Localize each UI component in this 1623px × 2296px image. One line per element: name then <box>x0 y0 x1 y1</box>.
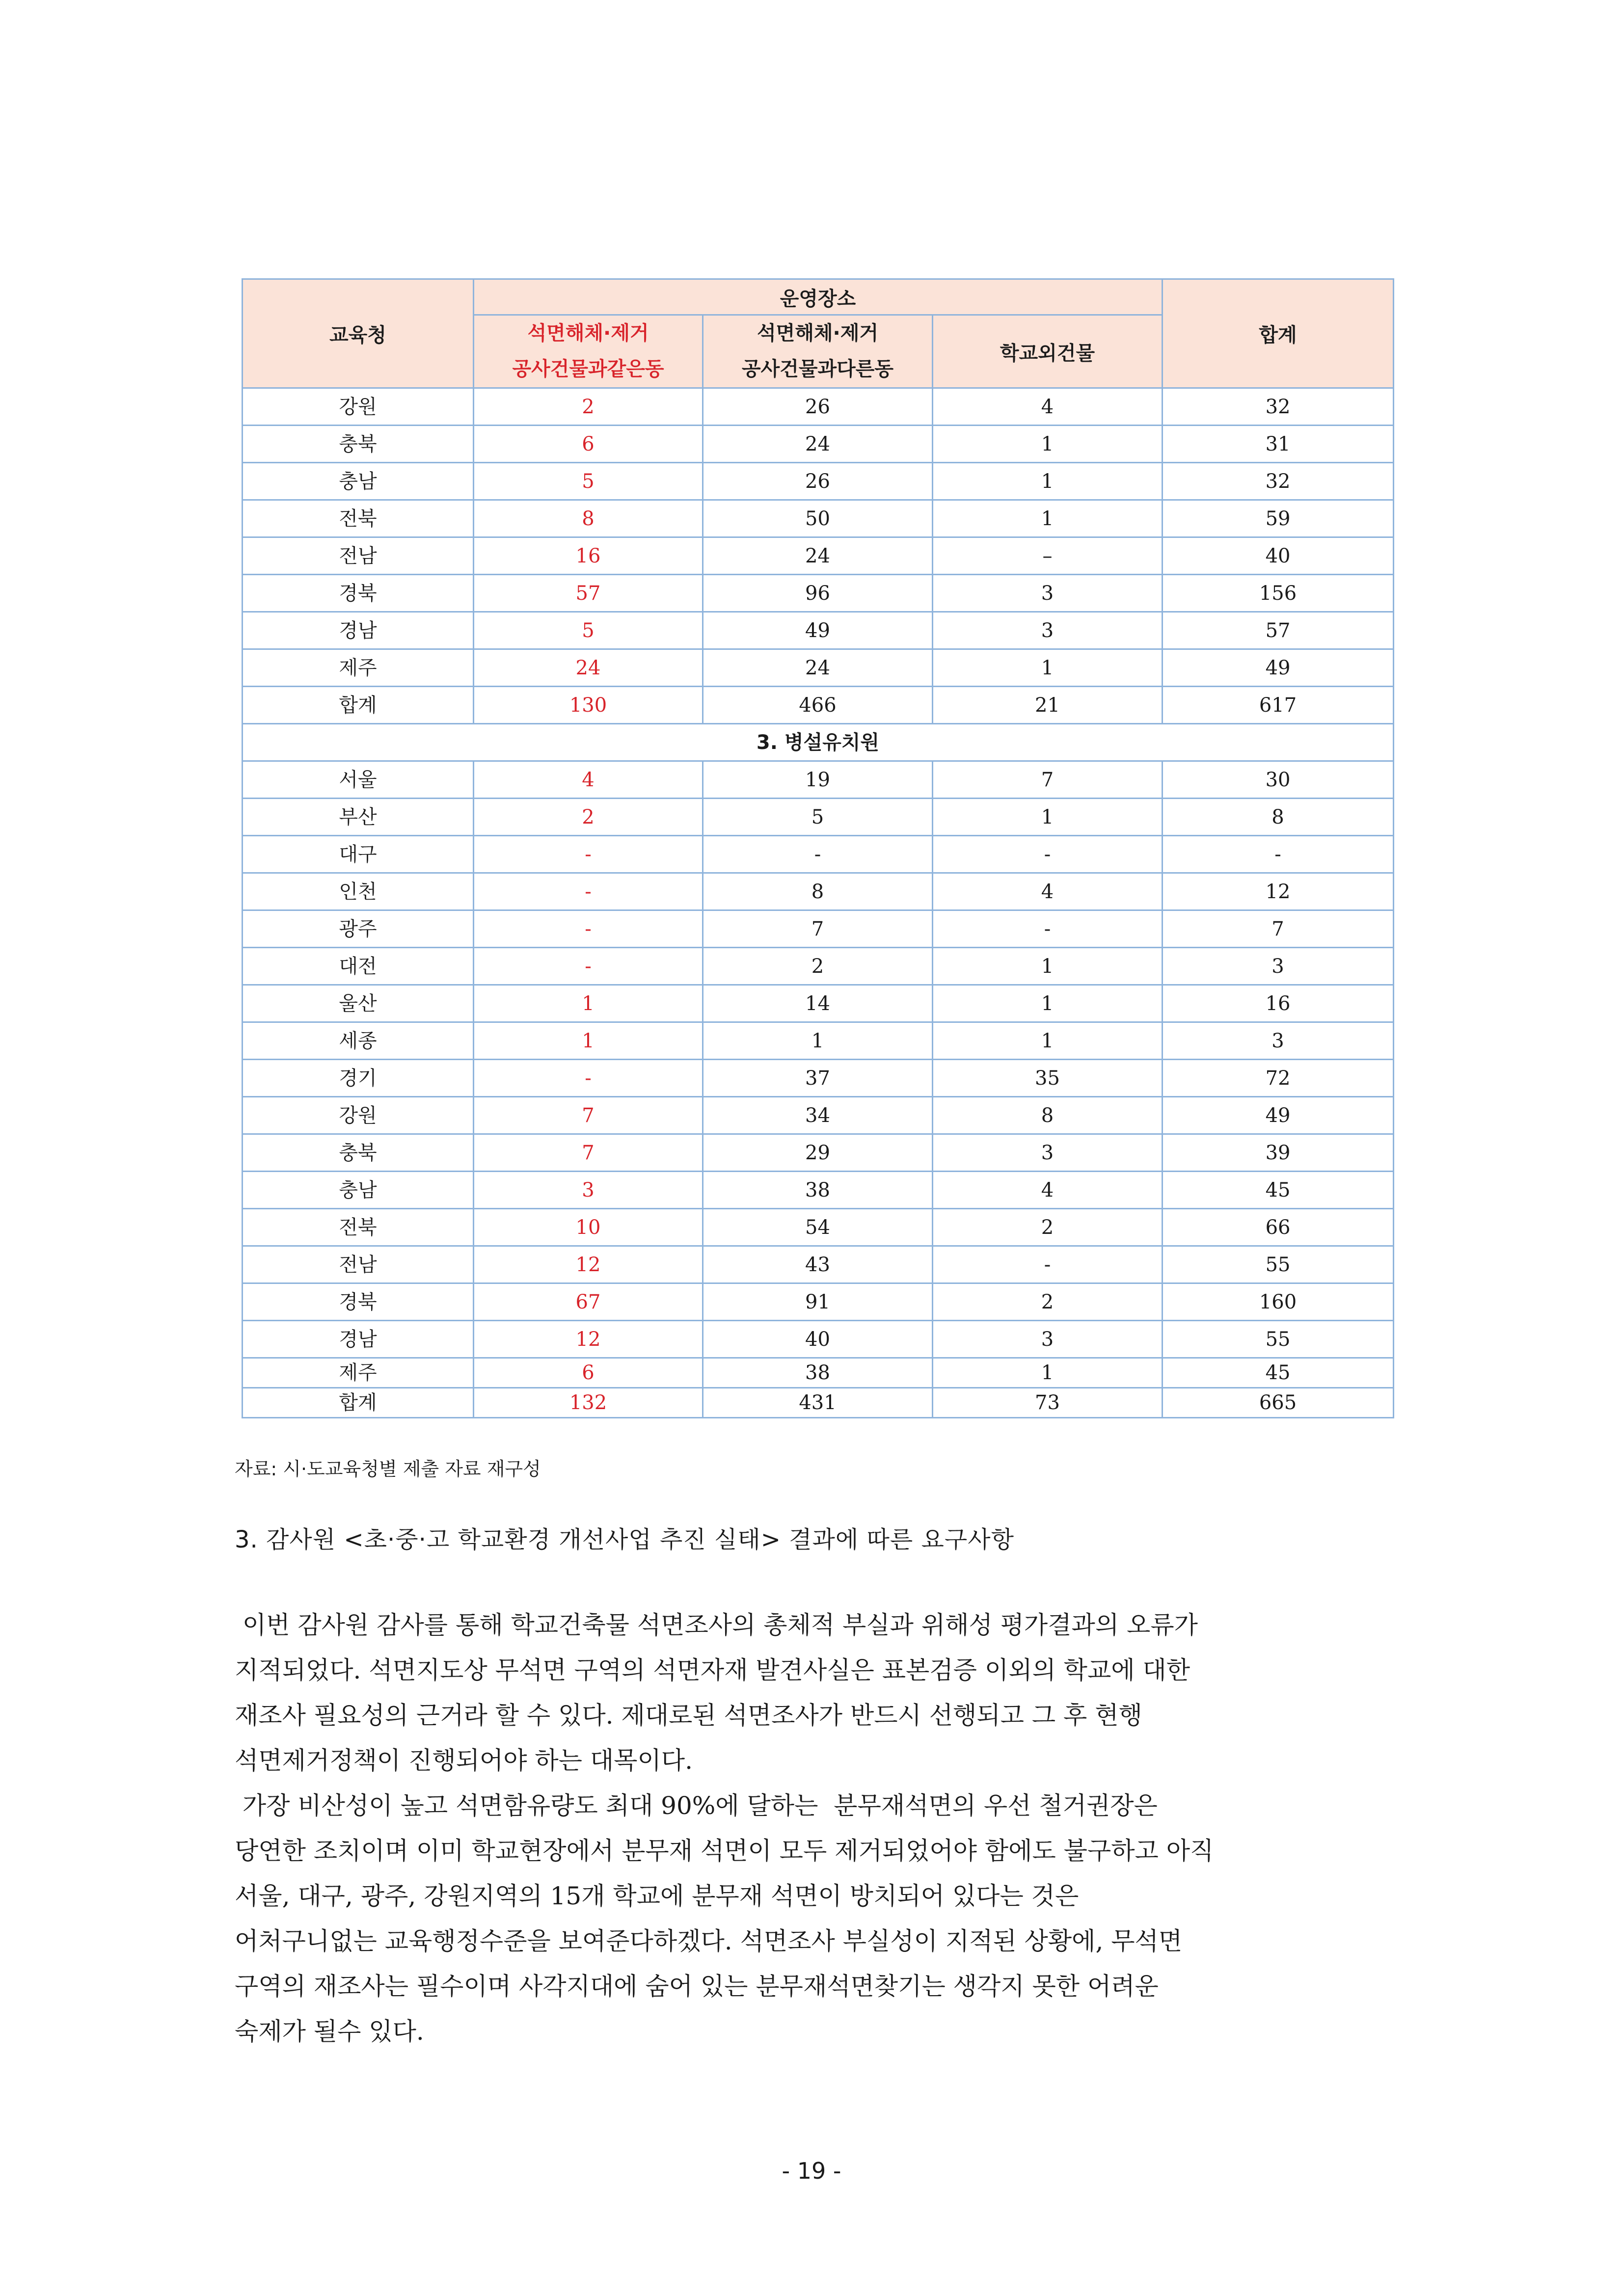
cell-total: 3 <box>1163 948 1394 985</box>
cell-other-building: 2 <box>703 948 933 985</box>
cell-total: 45 <box>1163 1358 1394 1388</box>
table-row <box>243 761 1394 799</box>
table-row <box>243 1097 1394 1134</box>
paragraph-line: 어처구니없는 교육행정수준을 보여준다하겠다. 석면조사 부실성이 지적된 상황에, 무석면 <box>235 1927 1183 1955</box>
cell-total: 3 <box>1163 1022 1394 1060</box>
cell-region: 경남 <box>243 1321 474 1358</box>
cell-other-building: 26 <box>703 388 933 426</box>
cell-other-building: 96 <box>703 575 933 612</box>
cell-region: 경북 <box>243 1283 474 1321</box>
cell-same-building: 7 <box>474 1097 703 1134</box>
cell-outside-building: 3 <box>933 1321 1163 1358</box>
cell-total: 32 <box>1163 463 1394 500</box>
cell-total: 160 <box>1163 1283 1394 1321</box>
cell-total: 45 <box>1163 1172 1394 1209</box>
cell-outside-building: 1 <box>933 426 1163 463</box>
cell-same-building: - <box>474 873 703 910</box>
table-row <box>243 1283 1394 1321</box>
cell-total: - <box>1163 836 1394 873</box>
cell-same-building: 16 <box>474 537 703 575</box>
cell-outside-building: 4 <box>933 873 1163 910</box>
cell-outside-building: 1 <box>933 463 1163 500</box>
cell-outside-building: 4 <box>933 1172 1163 1209</box>
cell-other-building: 91 <box>703 1283 933 1321</box>
table-section <box>243 724 1394 761</box>
cell-same-building: 12 <box>474 1246 703 1283</box>
cell-outside-building: 8 <box>933 1097 1163 1134</box>
cell-region: 대구 <box>243 836 474 873</box>
cell-total: 8 <box>1163 799 1394 836</box>
cell-region: 전남 <box>243 1246 474 1283</box>
paragraph-line: 지적되었다. 석면지도상 무석면 구역의 석면자재 발견사실은 표본검증 이외의 학교에 대한 <box>235 1656 1190 1684</box>
cell-total: 665 <box>1163 1388 1394 1418</box>
cell-same-building: 1 <box>474 1022 703 1060</box>
cell-other-building: 29 <box>703 1134 933 1172</box>
table-row <box>243 687 1394 724</box>
cell-other-building: 37 <box>703 1060 933 1097</box>
cell-region: 경남 <box>243 612 474 649</box>
cell-same-building: 3 <box>474 1172 703 1209</box>
section-title: 3. 병설유치원 <box>243 724 1394 761</box>
cell-region: 충북 <box>243 1134 474 1172</box>
cell-same-building: - <box>474 948 703 985</box>
cell-same-building: 4 <box>474 761 703 799</box>
cell-other-building: 8 <box>703 873 933 910</box>
cell-same-building: 5 <box>474 612 703 649</box>
cell-total: 40 <box>1163 537 1394 575</box>
cell-other-building: 38 <box>703 1172 933 1209</box>
source-note: 자료: 시·도교육청별 제출 자료 재구성 <box>235 1458 541 1480</box>
header-same-building-line1: 석면해체·제거 <box>527 322 649 345</box>
cell-region: 전남 <box>243 537 474 575</box>
cell-outside-building: 3 <box>933 612 1163 649</box>
table-row <box>243 1321 1394 1358</box>
cell-region: 전북 <box>243 1209 474 1246</box>
cell-total: 156 <box>1163 575 1394 612</box>
cell-outside-building: 35 <box>933 1060 1163 1097</box>
cell-same-building: 130 <box>474 687 703 724</box>
asbestos-location-table <box>242 278 1394 1418</box>
cell-other-building: - <box>703 836 933 873</box>
paragraph-line: 이번 감사원 감사를 통해 학교건축물 석면조사의 총체적 부실과 위해성 평가결과의 오류가 <box>235 1611 1198 1639</box>
cell-same-building: 57 <box>474 575 703 612</box>
cell-other-building: 7 <box>703 910 933 948</box>
cell-same-building: - <box>474 1060 703 1097</box>
cell-outside-building: - <box>933 1246 1163 1283</box>
cell-region: 대전 <box>243 948 474 985</box>
header-same-building-line2: 공사건물과같은동 <box>512 358 664 380</box>
header-same-building <box>474 315 703 388</box>
cell-outside-building: 7 <box>933 761 1163 799</box>
cell-outside-building: 1 <box>933 985 1163 1022</box>
table-row <box>243 612 1394 649</box>
table-row <box>243 836 1394 873</box>
cell-total: 57 <box>1163 612 1394 649</box>
cell-same-building: 2 <box>474 388 703 426</box>
cell-other-building: 50 <box>703 500 933 537</box>
cell-outside-building: 1 <box>933 1358 1163 1388</box>
table-row <box>243 537 1394 575</box>
cell-total: 66 <box>1163 1209 1394 1246</box>
cell-other-building: 43 <box>703 1246 933 1283</box>
cell-same-building: - <box>474 910 703 948</box>
table-row <box>243 1172 1394 1209</box>
cell-other-building: 466 <box>703 687 933 724</box>
table-row <box>243 910 1394 948</box>
page-number: - 19 - <box>782 2158 841 2184</box>
cell-other-building: 24 <box>703 426 933 463</box>
cell-same-building: 7 <box>474 1134 703 1172</box>
cell-outside-building: – <box>933 537 1163 575</box>
cell-outside-building: 1 <box>933 799 1163 836</box>
table-row <box>243 1060 1394 1097</box>
cell-total: 7 <box>1163 910 1394 948</box>
cell-same-building: 10 <box>474 1209 703 1246</box>
paragraph-line: 당연한 조치이며 이미 학교현장에서 분무재 석면이 모두 제거되었어야 함에도 불구하고 아직 <box>235 1837 1214 1865</box>
cell-region: 인천 <box>243 873 474 910</box>
table-body-top <box>243 388 1394 724</box>
cell-region: 충남 <box>243 1172 474 1209</box>
table-row <box>243 1388 1394 1418</box>
cell-region: 충남 <box>243 463 474 500</box>
paragraph-line: 석면제거정책이 진행되어야 하는 대목이다. <box>235 1746 693 1775</box>
cell-outside-building: 2 <box>933 1283 1163 1321</box>
cell-same-building: 67 <box>474 1283 703 1321</box>
table-row <box>243 948 1394 985</box>
cell-outside-building: - <box>933 910 1163 948</box>
cell-same-building: 2 <box>474 799 703 836</box>
cell-other-building: 1 <box>703 1022 933 1060</box>
table-row <box>243 873 1394 910</box>
paragraph-line: 구역의 재조사는 필수이며 사각지대에 숨어 있는 분무재석면찾기는 생각지 못한 어려운 <box>235 1972 1159 2001</box>
cell-total: 49 <box>1163 1097 1394 1134</box>
table-row <box>243 985 1394 1022</box>
cell-region: 울산 <box>243 985 474 1022</box>
cell-other-building: 34 <box>703 1097 933 1134</box>
asbestos-location-table-container <box>242 278 1393 1418</box>
cell-outside-building: 4 <box>933 388 1163 426</box>
header-other-building <box>703 315 933 388</box>
cell-outside-building: 21 <box>933 687 1163 724</box>
table-row <box>243 1246 1394 1283</box>
paragraph-line: 서울, 대구, 광주, 강원지역의 15개 학교에 분무재 석면이 방치되어 있다는 것은 <box>235 1882 1079 1910</box>
table-row <box>243 1209 1394 1246</box>
cell-region: 강원 <box>243 1097 474 1134</box>
cell-region: 경북 <box>243 575 474 612</box>
cell-other-building: 5 <box>703 799 933 836</box>
cell-outside-building: 2 <box>933 1209 1163 1246</box>
table-row <box>243 1358 1394 1388</box>
cell-same-building: 5 <box>474 463 703 500</box>
cell-total: 39 <box>1163 1134 1394 1172</box>
cell-other-building: 24 <box>703 649 933 687</box>
section-heading: 3. 감사원 <초·중·고 학교환경 개선사업 추진 실태> 결과에 따른 요구사항 <box>235 1526 1015 1553</box>
cell-same-building: 12 <box>474 1321 703 1358</box>
cell-region: 합계 <box>243 1388 474 1418</box>
table-body-bottom <box>243 761 1394 1418</box>
cell-region: 합계 <box>243 687 474 724</box>
header-other-building-line1: 석면해체·제거 <box>757 322 879 345</box>
cell-other-building: 38 <box>703 1358 933 1388</box>
table-row <box>243 575 1394 612</box>
cell-outside-building: 1 <box>933 500 1163 537</box>
cell-other-building: 431 <box>703 1388 933 1418</box>
cell-outside-building: 73 <box>933 1388 1163 1418</box>
cell-other-building: 24 <box>703 537 933 575</box>
header-other-building-line2: 공사건물과다른동 <box>741 358 894 380</box>
cell-outside-building: 3 <box>933 575 1163 612</box>
cell-other-building: 40 <box>703 1321 933 1358</box>
table-row <box>243 388 1394 426</box>
cell-region: 충북 <box>243 426 474 463</box>
table-row <box>243 649 1394 687</box>
header-location-group: 운영장소 <box>474 279 1163 315</box>
cell-other-building: 19 <box>703 761 933 799</box>
cell-total: 32 <box>1163 388 1394 426</box>
paragraph-line: 숙제가 될수 있다. <box>235 2017 424 2046</box>
cell-other-building: 54 <box>703 1209 933 1246</box>
cell-total: 72 <box>1163 1060 1394 1097</box>
cell-region: 전북 <box>243 500 474 537</box>
cell-total: 30 <box>1163 761 1394 799</box>
cell-region: 강원 <box>243 388 474 426</box>
cell-same-building: 6 <box>474 426 703 463</box>
cell-region: 광주 <box>243 910 474 948</box>
cell-region: 경기 <box>243 1060 474 1097</box>
cell-same-building: 132 <box>474 1388 703 1418</box>
header-outside-building: 학교외건물 <box>933 315 1163 388</box>
cell-outside-building: 3 <box>933 1134 1163 1172</box>
cell-region: 세종 <box>243 1022 474 1060</box>
cell-other-building: 49 <box>703 612 933 649</box>
cell-same-building: - <box>474 836 703 873</box>
cell-total: 49 <box>1163 649 1394 687</box>
cell-region: 제주 <box>243 649 474 687</box>
cell-outside-building: 1 <box>933 948 1163 985</box>
table-row <box>243 463 1394 500</box>
cell-outside-building: 1 <box>933 1022 1163 1060</box>
paragraph-line: 재조사 필요성의 근거라 할 수 있다. 제대로된 석면조사가 반드시 선행되고 그 후 현행 <box>235 1701 1142 1730</box>
cell-total: 31 <box>1163 426 1394 463</box>
cell-same-building: 1 <box>474 985 703 1022</box>
cell-outside-building: - <box>933 836 1163 873</box>
cell-same-building: 8 <box>474 500 703 537</box>
cell-total: 12 <box>1163 873 1394 910</box>
paragraph-line: 가장 비산성이 높고 석면함유량도 최대 90%에 달하는 분무재석면의 우선 철거권장은 <box>235 1791 1158 1820</box>
cell-region: 부산 <box>243 799 474 836</box>
cell-outside-building: 1 <box>933 649 1163 687</box>
cell-region: 제주 <box>243 1358 474 1388</box>
table-row <box>243 426 1394 463</box>
cell-total: 55 <box>1163 1321 1394 1358</box>
cell-total: 59 <box>1163 500 1394 537</box>
cell-total: 16 <box>1163 985 1394 1022</box>
cell-same-building: 6 <box>474 1358 703 1388</box>
cell-same-building: 24 <box>474 649 703 687</box>
table-row <box>243 799 1394 836</box>
cell-region: 서울 <box>243 761 474 799</box>
table-row <box>243 1134 1394 1172</box>
cell-total: 55 <box>1163 1246 1394 1283</box>
header-total: 합계 <box>1163 279 1394 388</box>
table-row <box>243 500 1394 537</box>
cell-total: 617 <box>1163 687 1394 724</box>
cell-other-building: 26 <box>703 463 933 500</box>
header-region: 교육청 <box>243 279 474 388</box>
cell-other-building: 14 <box>703 985 933 1022</box>
body-paragraph <box>235 1602 1403 2054</box>
table-row <box>243 1022 1394 1060</box>
